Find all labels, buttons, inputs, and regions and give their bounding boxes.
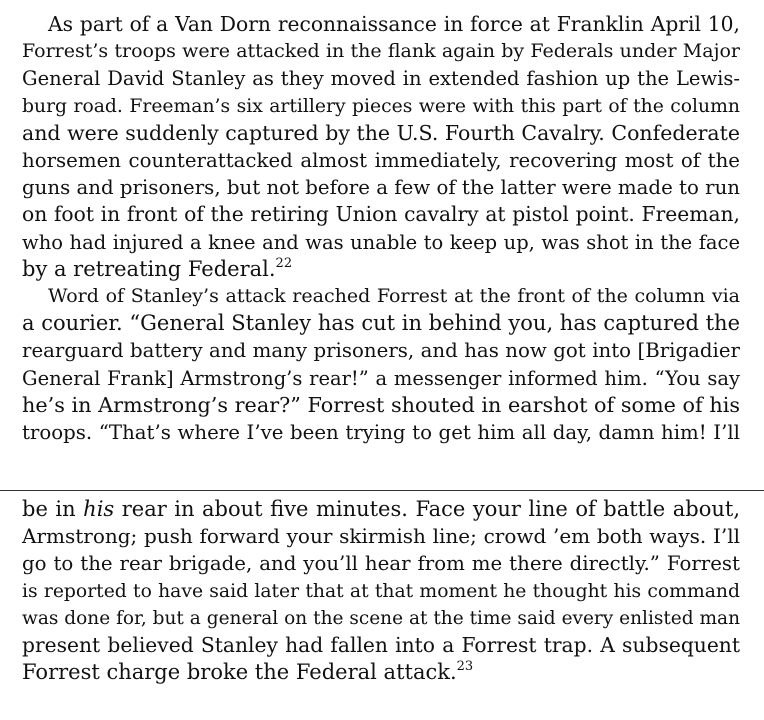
text-line-17-rest: rear in about five minutes. Face your line of battle about,: [121, 497, 741, 521]
text-line-4: burg road. Freeman’s six artillery pieces were with this part of the column: [22, 95, 740, 117]
text-line-10-text: by a retreating Federal.: [22, 256, 276, 281]
text-line-8: on foot in front of the retiring Union cavalry at pistol point. Freeman,: [22, 202, 740, 227]
text-line-16: troops. “That’s where I’ve been trying to get him all day, damn him! I’ll: [22, 421, 740, 445]
text-line-2: Forrest’s troops were attacked in the flank again by Federals under Major: [22, 40, 740, 63]
text-line-22: present believed Stanley had fallen into a Forrest trap. A subsequent: [22, 633, 740, 658]
text-line-5: and were suddenly captured by the U.S. Fourth Cavalry. Confederate: [22, 120, 740, 145]
text-line-6: horsemen counterattacked almost immediately, recovering most of the: [22, 149, 740, 173]
emphasis-his: his: [83, 497, 115, 521]
text-block-upper: [22, 11, 740, 446]
text-line-14: General Frank] Armstrong’s rear!” a messenger informed him. “You say: [22, 366, 740, 390]
text-block-lower: [22, 496, 740, 686]
text-line-21: was done for, but a general on the scene at the time said every enlisted man: [22, 607, 740, 629]
page-join-rule: [0, 490, 764, 491]
text-line-17: [22, 496, 740, 523]
text-line-17-lead: be in: [22, 497, 76, 521]
text-line-11: Word of Stanley’s attack reached Forrest at the front of the column via: [48, 285, 740, 308]
text-line-3: General David Stanley as they moved in extended fashion up the Lewis-: [22, 67, 740, 91]
text-line-9: who had injured a knee and was unable to keep up, was shot in the face: [22, 230, 740, 254]
text-line-19: go to the rear brigade, and you’ll hear from me there directly.” Forrest: [22, 552, 740, 576]
text-line-10: [22, 256, 740, 283]
text-line-20: is reported to have said later that at that moment he thought his command: [22, 580, 740, 602]
footnote-marker-23: 23: [456, 659, 474, 675]
text-line-1: As part of a Van Dorn reconnaissance in force at Franklin April 10,: [48, 12, 740, 36]
text-line-18: Armstrong; push forward your skirmish line; crowd ’em both ways. I’ll: [22, 524, 740, 549]
text-line-23: [22, 659, 740, 686]
text-line-23-text: Forrest charge broke the Federal attack.: [22, 660, 457, 685]
text-line-13: rearguard battery and many prisoners, and has now got into [Brigadier: [22, 339, 740, 363]
text-line-15: he’s in Armstrong’s rear?” Forrest shouted in earshot of some of his: [22, 392, 740, 417]
footnote-marker-22: 22: [275, 255, 293, 271]
text-line-12: a courier. “General Stanley has cut in behind you, has captured the: [22, 311, 740, 336]
text-line-7: guns and prisoners, but not before a few of the latter were made to run: [22, 176, 741, 200]
